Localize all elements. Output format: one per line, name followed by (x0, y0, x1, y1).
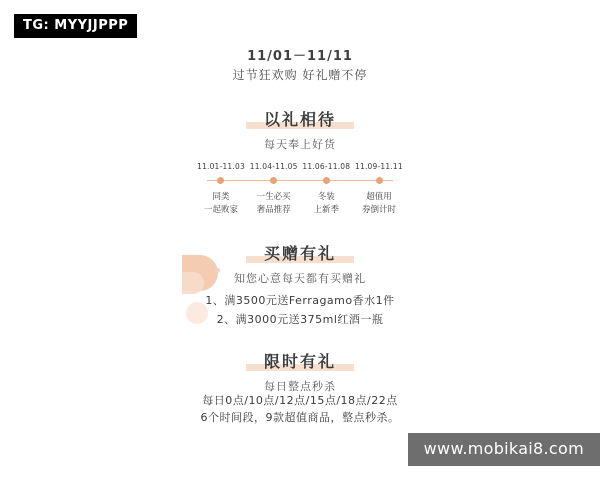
seckill-details (0, 392, 600, 426)
timeline-label: 一生必买 奢品推荐 (256, 192, 291, 215)
timeline-label: 超值用 券倒计时 (361, 192, 396, 215)
promo-timeline (195, 162, 405, 217)
offer-item: 1、满3500元送Ferragamo香水1件 (205, 294, 395, 307)
timeline-date: 11.06-11.08 (302, 162, 351, 171)
timeline-dot (376, 177, 383, 184)
decorative-dot (215, 268, 220, 273)
promo-date-range: 11/01－11/11 (247, 49, 353, 64)
timeline-date: 11.04-11.05 (249, 162, 298, 171)
section-heading-3 (0, 352, 600, 372)
offer-item: 2、满3000元送375ml红酒一瓶 (216, 313, 384, 326)
timeline-label: 冬装 上新季 (313, 192, 340, 215)
timeline-dot (217, 177, 224, 184)
timeline-label: 同类 一起败家 (203, 192, 238, 215)
timeline-labels (195, 191, 405, 217)
section-subtitle-2: 知您心意每天都有买赠礼 (234, 272, 366, 285)
tg-badge: TG: MYYJJPPP (14, 14, 137, 38)
timeline-rule (207, 180, 393, 181)
timeline-dot (323, 177, 330, 184)
timeline-date: 11.01-11.03 (197, 162, 245, 171)
section-heading-1 (0, 110, 600, 130)
section-subtitle-3: 每日整点秒杀 (264, 380, 336, 393)
promo-slogan: 过节狂欢购 好礼赠不停 (232, 68, 368, 82)
section-subtitle-1: 每天奉上好货 (264, 138, 336, 151)
offer-list (0, 291, 600, 329)
section-heading-2 (0, 244, 600, 264)
timeline-dot (270, 177, 277, 184)
timeline-date: 11.09-11.11 (355, 162, 403, 171)
seckill-summary: 6个时间段，9款超值商品，整点秒杀。 (200, 411, 400, 424)
section-title-1: 以礼相待 (263, 110, 336, 129)
seckill-times: 每日0点/10点/12点/15点/18点/22点 (202, 394, 398, 407)
timeline-axis (195, 176, 405, 185)
timeline-dates (195, 162, 405, 171)
section-title-3: 限时有礼 (263, 352, 336, 371)
section-title-2: 买赠有礼 (263, 244, 336, 263)
site-watermark: www.mobikai8.com (408, 433, 600, 466)
